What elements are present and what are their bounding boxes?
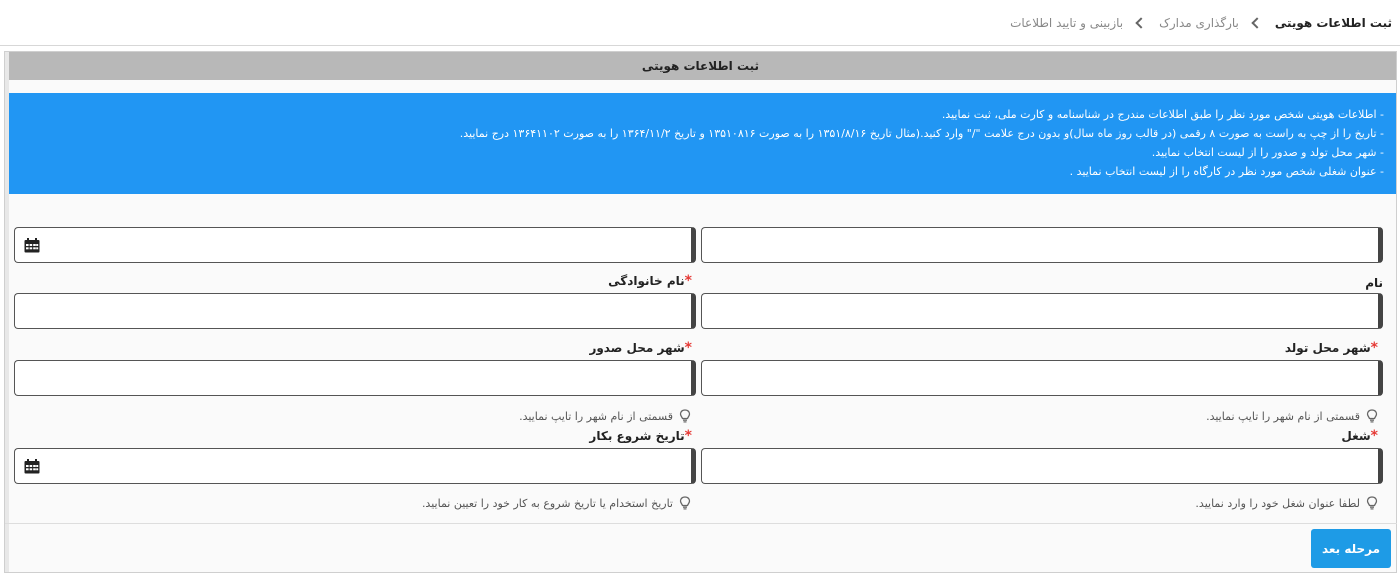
wizard-steps bbox=[0, 0, 1400, 46]
info-line: - شهر محل تولد و صدور را از لیست انتخاب نمایید. bbox=[1151, 146, 1384, 159]
hint-text: لطفا عنوان شغل خود را وارد نمایید. bbox=[1195, 496, 1360, 510]
required-mark: * bbox=[684, 273, 692, 289]
hint-text: قسمتی از نام شهر را تایپ نمایید. bbox=[1206, 409, 1360, 423]
issue-city-label bbox=[589, 340, 697, 356]
chevron-left-icon bbox=[1135, 17, 1146, 28]
chevron-left-icon bbox=[1251, 17, 1262, 28]
job-label-text: شغل bbox=[1341, 429, 1371, 443]
first-name-input[interactable] bbox=[701, 293, 1383, 329]
info-line: - تاریخ را از چپ به راست به صورت ۸ رقمی (در قالب روز ماه سال)و بدون درج علامت "/" وارد کنید.(مثال تاریخ ۱۳۵۱/۸/۱۶ را به صورت ۱۳۵۱۰۸۱۶ و تاریخ ۱۳۶۴/۱۱/۲ را به صورت ۱۳۶۴۱۱۰۲ درج نمایید. bbox=[459, 127, 1384, 140]
birth-city-label bbox=[1285, 340, 1383, 356]
last-name-label bbox=[608, 273, 697, 289]
job-label bbox=[1341, 428, 1383, 444]
start-date-input[interactable] bbox=[14, 448, 696, 484]
hint-text: قسمتی از نام شهر را تایپ نمایید. bbox=[519, 409, 673, 423]
birth-date-input[interactable] bbox=[14, 227, 696, 263]
wizard-step-documents[interactable]: بارگذاری مدارک bbox=[1159, 15, 1239, 30]
start-date-label-text: تاریخ شروع بکار bbox=[589, 429, 685, 443]
start-date-label bbox=[589, 428, 697, 444]
birth-city-hint bbox=[1206, 409, 1378, 423]
last-name-label-text: نام خانوادگی bbox=[608, 274, 685, 288]
birth-city-label-text: شهر محل تولد bbox=[1284, 341, 1371, 355]
hint-text: تاریخ استخدام یا تاریخ شروع به کار خود را تعیین نمایید. bbox=[421, 496, 673, 510]
next-step-button[interactable]: مرحله بعد bbox=[1311, 529, 1391, 568]
first-name-label bbox=[1365, 276, 1383, 290]
lightbulb-icon bbox=[679, 496, 691, 510]
first-name-label-text: نام bbox=[1365, 276, 1383, 290]
lightbulb-icon bbox=[679, 409, 691, 423]
required-mark: * bbox=[1370, 428, 1378, 444]
info-box bbox=[9, 93, 1396, 194]
issue-city-hint bbox=[519, 409, 691, 423]
required-mark: * bbox=[684, 428, 692, 444]
lightbulb-icon bbox=[1366, 496, 1378, 510]
lightbulb-icon bbox=[1366, 409, 1378, 423]
start-date-hint bbox=[422, 496, 691, 510]
birth-city-input[interactable] bbox=[701, 360, 1383, 396]
national-code-input[interactable] bbox=[701, 227, 1383, 263]
calendar-icon[interactable] bbox=[24, 459, 40, 474]
calendar-icon[interactable] bbox=[24, 238, 40, 253]
last-name-input[interactable] bbox=[14, 293, 696, 329]
footer-divider bbox=[5, 523, 1397, 524]
issue-city-input[interactable] bbox=[14, 360, 696, 396]
required-mark: * bbox=[684, 340, 692, 356]
info-line: - عنوان شغلی شخص مورد نظر در کارگاه را از لیست انتخاب نمایید . bbox=[1069, 165, 1384, 178]
required-mark: * bbox=[1370, 340, 1378, 356]
panel-title: ثبت اطلاعات هویتی bbox=[5, 52, 1396, 80]
wizard-step-review[interactable]: بازبینی و تایید اطلاعات bbox=[1010, 15, 1124, 30]
issue-city-label-text: شهر محل صدور bbox=[589, 341, 685, 355]
wizard-step-identity[interactable]: ثبت اطلاعات هویتی bbox=[1274, 15, 1392, 30]
job-input[interactable] bbox=[701, 448, 1383, 484]
job-hint bbox=[1195, 496, 1378, 510]
info-line: - اطلاعات هویتی شخص مورد نظر را طبق اطلاعات مندرج در شناسنامه و کارت ملی، ثبت نمایید. bbox=[941, 108, 1384, 121]
